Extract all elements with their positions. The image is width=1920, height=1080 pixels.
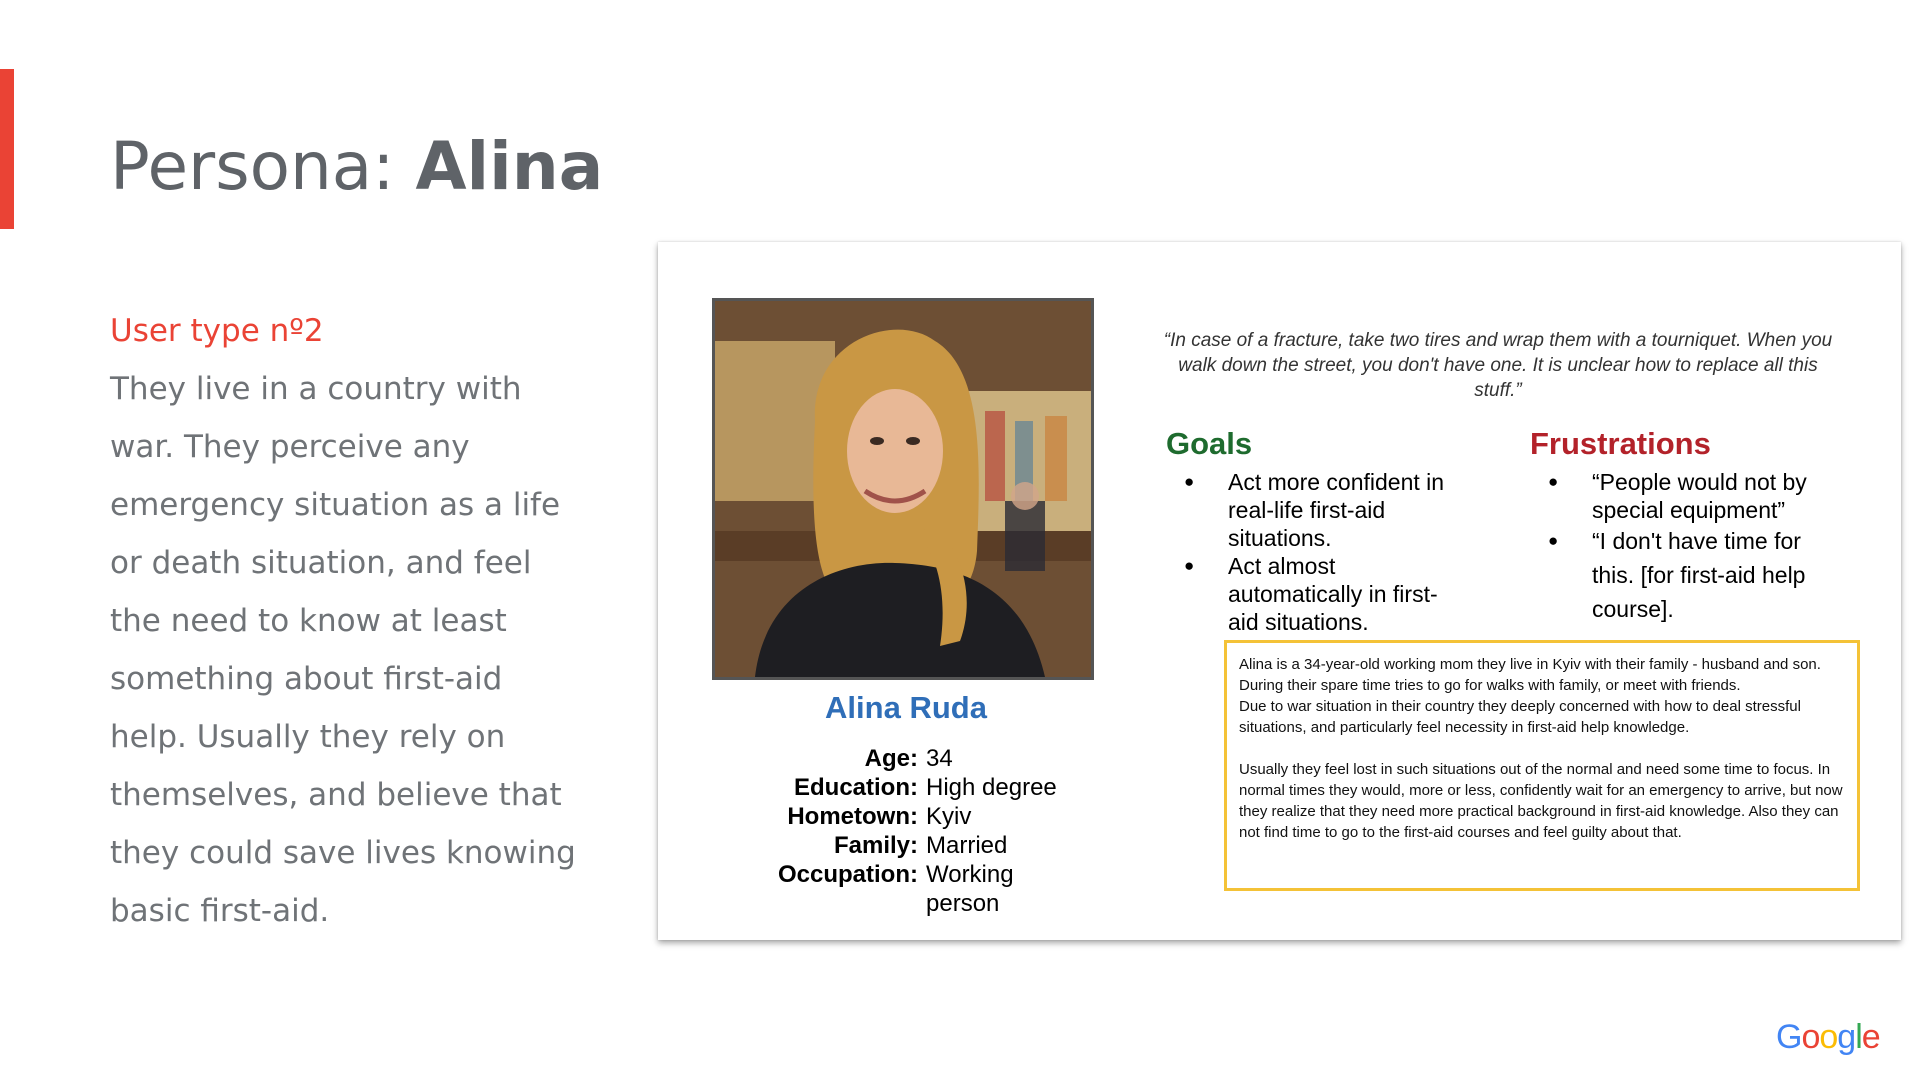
fact-value: High degree xyxy=(926,774,1057,801)
title-prefix: Persona: xyxy=(110,128,416,205)
accent-bar xyxy=(0,69,14,229)
persona-card xyxy=(658,242,1901,940)
bio-paragraph: Due to war situation in their country they deeply concerned with how to deal stressful situations, and particularly feel necessity in first-aid help knowledge. xyxy=(1239,698,1801,736)
logo-letter: g xyxy=(1837,1018,1856,1056)
fact-key: Occupation: xyxy=(777,861,918,888)
fact-key: Age: xyxy=(864,745,918,772)
fact-key: Hometown: xyxy=(787,803,918,830)
logo-letter: e xyxy=(1861,1018,1880,1056)
fact-key: Education: xyxy=(794,774,918,801)
bio-spacer xyxy=(1239,738,1845,759)
fact-row-occupation xyxy=(738,860,1078,918)
user-type-section xyxy=(110,302,580,940)
fact-value: Working person xyxy=(926,861,1014,917)
fact-value: Married xyxy=(926,832,1008,859)
goals-list xyxy=(1166,468,1466,636)
fact-row-education xyxy=(738,773,1078,802)
fact-row-age xyxy=(738,744,1078,773)
fact-row-family xyxy=(738,831,1078,860)
fact-value: 34 xyxy=(926,745,953,772)
logo-letter: o xyxy=(1801,1018,1820,1056)
frustrations-heading: Frustrations xyxy=(1530,426,1711,461)
logo-letter: G xyxy=(1776,1018,1802,1056)
persona-name: Alina Ruda xyxy=(825,690,987,725)
user-type-description: They live in a country with war. They perceive any emergency situation as a life or death situation, and feel the need to know at least something about first-aid help. Usually they rely on themselves, and believe that they could save lives knowing basic first-aid. xyxy=(110,371,576,929)
frustration-item: ● “I don't have time for this. [for first-aid help course]. xyxy=(1530,524,1830,626)
google-logo xyxy=(1776,1018,1880,1057)
user-type-heading: User type nº2 xyxy=(110,313,324,349)
logo-letter: l xyxy=(1855,1018,1862,1056)
title-name: Alina xyxy=(415,128,604,205)
page-title xyxy=(110,125,603,209)
goal-item: ● Act more confident in real-life first-aid situations. xyxy=(1166,468,1466,552)
bio-paragraph: Alina is a 34-year-old working mom they live in Kyiv with their family - husband and son. During their spare time tries to go for walks with family, or meet with friends. xyxy=(1239,656,1821,694)
goal-item: ● Act almost automatically in first-aid situations. xyxy=(1166,552,1466,636)
bio-box xyxy=(1224,640,1860,891)
fact-value: Kyiv xyxy=(926,803,972,830)
persona-facts xyxy=(738,744,1078,918)
fact-row-hometown xyxy=(738,802,1078,831)
frustration-item: ● “People would not by special equipment” xyxy=(1530,468,1830,524)
frustrations-list xyxy=(1530,468,1830,626)
bio-paragraph: Usually they feel lost in such situations out of the normal and need some time to focus. In normal times they would, more or less, confidently wait for an emergency to arrive, but now they realize that they need more practical background in first-aid knowledge. Also they can not find time to go to the first-aid courses and feel guilty about that. xyxy=(1239,761,1843,841)
goals-heading: Goals xyxy=(1166,426,1253,461)
portrait-image xyxy=(715,301,1091,677)
fact-key: Family: xyxy=(833,832,918,859)
persona-photo xyxy=(712,298,1094,680)
logo-letter: o xyxy=(1819,1018,1838,1056)
persona-quote: “In case of a fracture, take two tires and wrap them with a tourniquet. When you walk down the street, you don't have one. It is unclear how to replace all this stuff.” xyxy=(1163,330,1833,401)
